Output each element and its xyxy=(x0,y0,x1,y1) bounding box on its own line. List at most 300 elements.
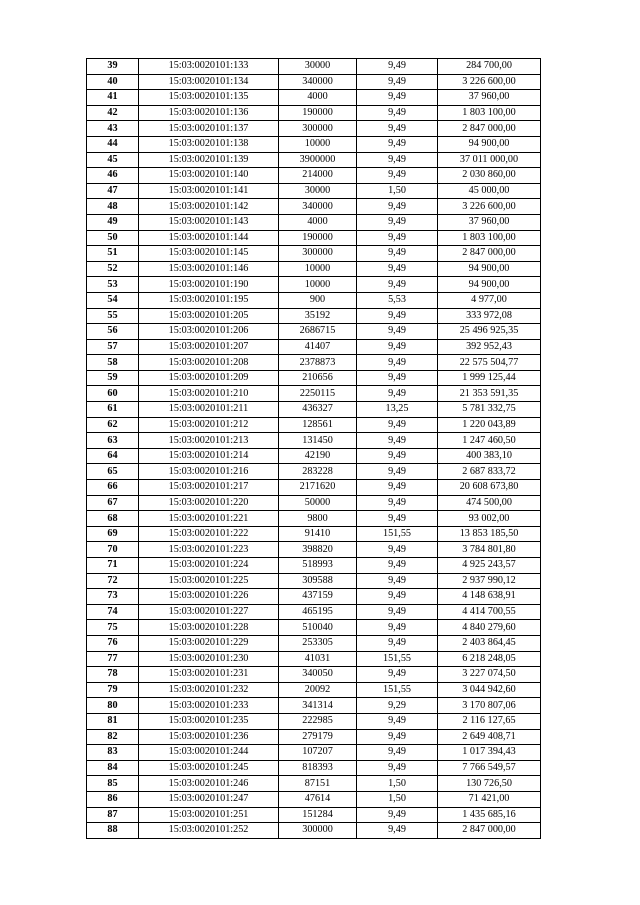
table-row xyxy=(87,604,541,620)
area-cell: 4000 xyxy=(279,214,357,230)
area-cell: 341314 xyxy=(279,698,357,714)
area-cell: 340050 xyxy=(279,667,357,683)
row-number-cell: 41 xyxy=(87,90,139,106)
rate-cell: 9,49 xyxy=(357,635,438,651)
area-cell: 30000 xyxy=(279,183,357,199)
area-cell: 107207 xyxy=(279,745,357,761)
cadastral-number-cell: 15:03:0020101:142 xyxy=(139,199,279,215)
row-number-cell: 76 xyxy=(87,635,139,651)
table-row xyxy=(87,136,541,152)
rate-cell: 9,49 xyxy=(357,729,438,745)
rate-cell: 9,49 xyxy=(357,59,438,75)
cadastral-number-cell: 15:03:0020101:195 xyxy=(139,292,279,308)
amount-cell: 2 847 000,00 xyxy=(438,121,541,137)
cadastral-number-cell: 15:03:0020101:138 xyxy=(139,136,279,152)
cadastral-number-cell: 15:03:0020101:230 xyxy=(139,651,279,667)
area-cell: 91410 xyxy=(279,526,357,542)
row-number-cell: 88 xyxy=(87,823,139,839)
amount-cell: 2 116 127,65 xyxy=(438,713,541,729)
amount-cell: 3 227 074,50 xyxy=(438,667,541,683)
table-row xyxy=(87,105,541,121)
rate-cell: 9,49 xyxy=(357,448,438,464)
row-number-cell: 57 xyxy=(87,339,139,355)
area-cell: 41031 xyxy=(279,651,357,667)
table-row xyxy=(87,729,541,745)
row-number-cell: 87 xyxy=(87,807,139,823)
table-row xyxy=(87,682,541,698)
rate-cell: 9,49 xyxy=(357,386,438,402)
area-cell: 300000 xyxy=(279,246,357,262)
cadastral-number-cell: 15:03:0020101:141 xyxy=(139,183,279,199)
amount-cell: 130 726,50 xyxy=(438,776,541,792)
cadastral-number-cell: 15:03:0020101:233 xyxy=(139,698,279,714)
rate-cell: 1,50 xyxy=(357,791,438,807)
table-row xyxy=(87,589,541,605)
cadastral-number-cell: 15:03:0020101:222 xyxy=(139,526,279,542)
rate-cell: 9,49 xyxy=(357,136,438,152)
amount-cell: 3 226 600,00 xyxy=(438,74,541,90)
row-number-cell: 78 xyxy=(87,667,139,683)
rate-cell: 9,49 xyxy=(357,417,438,433)
amount-cell: 2 403 864,45 xyxy=(438,635,541,651)
area-cell: 2378873 xyxy=(279,355,357,371)
rate-cell: 9,49 xyxy=(357,152,438,168)
row-number-cell: 85 xyxy=(87,776,139,792)
row-number-cell: 56 xyxy=(87,324,139,340)
cadastral-number-cell: 15:03:0020101:210 xyxy=(139,386,279,402)
rate-cell: 9,49 xyxy=(357,573,438,589)
amount-cell: 93 002,00 xyxy=(438,511,541,527)
row-number-cell: 70 xyxy=(87,542,139,558)
row-number-cell: 51 xyxy=(87,246,139,262)
table-row xyxy=(87,417,541,433)
row-number-cell: 72 xyxy=(87,573,139,589)
amount-cell: 1 999 125,44 xyxy=(438,370,541,386)
amount-cell: 7 766 549,57 xyxy=(438,760,541,776)
area-cell: 190000 xyxy=(279,230,357,246)
amount-cell: 5 781 332,75 xyxy=(438,402,541,418)
amount-cell: 22 575 504,77 xyxy=(438,355,541,371)
table-row xyxy=(87,246,541,262)
amount-cell: 3 044 942,60 xyxy=(438,682,541,698)
row-number-cell: 66 xyxy=(87,480,139,496)
area-cell: 518993 xyxy=(279,558,357,574)
area-cell: 50000 xyxy=(279,495,357,511)
table-row xyxy=(87,651,541,667)
rate-cell: 9,49 xyxy=(357,745,438,761)
area-cell: 210656 xyxy=(279,370,357,386)
cadastral-number-cell: 15:03:0020101:133 xyxy=(139,59,279,75)
area-cell: 10000 xyxy=(279,261,357,277)
amount-cell: 6 218 248,05 xyxy=(438,651,541,667)
rate-cell: 9,49 xyxy=(357,121,438,137)
amount-cell: 2 687 833,72 xyxy=(438,464,541,480)
table-row xyxy=(87,59,541,75)
row-number-cell: 47 xyxy=(87,183,139,199)
area-cell: 10000 xyxy=(279,136,357,152)
table-row xyxy=(87,324,541,340)
area-cell: 340000 xyxy=(279,199,357,215)
amount-cell: 45 000,00 xyxy=(438,183,541,199)
cadastral-number-cell: 15:03:0020101:211 xyxy=(139,402,279,418)
area-cell: 10000 xyxy=(279,277,357,293)
table-row xyxy=(87,261,541,277)
table-row xyxy=(87,168,541,184)
amount-cell: 94 900,00 xyxy=(438,277,541,293)
row-number-cell: 55 xyxy=(87,308,139,324)
cadastral-number-cell: 15:03:0020101:190 xyxy=(139,277,279,293)
row-number-cell: 45 xyxy=(87,152,139,168)
rate-cell: 9,49 xyxy=(357,464,438,480)
table-row xyxy=(87,339,541,355)
area-cell: 2250115 xyxy=(279,386,357,402)
table-row xyxy=(87,807,541,823)
rate-cell: 9,49 xyxy=(357,807,438,823)
cadastral-number-cell: 15:03:0020101:232 xyxy=(139,682,279,698)
row-number-cell: 42 xyxy=(87,105,139,121)
rate-cell: 9,49 xyxy=(357,90,438,106)
table-row xyxy=(87,635,541,651)
row-number-cell: 79 xyxy=(87,682,139,698)
area-cell: 131450 xyxy=(279,433,357,449)
amount-cell: 284 700,00 xyxy=(438,59,541,75)
area-cell: 222985 xyxy=(279,713,357,729)
row-number-cell: 59 xyxy=(87,370,139,386)
row-number-cell: 67 xyxy=(87,495,139,511)
rate-cell: 9,49 xyxy=(357,74,438,90)
area-cell: 510040 xyxy=(279,620,357,636)
cadastral-number-cell: 15:03:0020101:214 xyxy=(139,448,279,464)
area-cell: 900 xyxy=(279,292,357,308)
cadastral-number-cell: 15:03:0020101:135 xyxy=(139,90,279,106)
amount-cell: 25 496 925,35 xyxy=(438,324,541,340)
rate-cell: 9,49 xyxy=(357,620,438,636)
table-row xyxy=(87,542,541,558)
amount-cell: 1 803 100,00 xyxy=(438,105,541,121)
rate-cell: 9,49 xyxy=(357,261,438,277)
table-row xyxy=(87,308,541,324)
rate-cell: 9,49 xyxy=(357,589,438,605)
row-number-cell: 68 xyxy=(87,511,139,527)
row-number-cell: 50 xyxy=(87,230,139,246)
row-number-cell: 62 xyxy=(87,417,139,433)
table-row xyxy=(87,745,541,761)
rate-cell: 9,49 xyxy=(357,355,438,371)
row-number-cell: 60 xyxy=(87,386,139,402)
amount-cell: 3 784 801,80 xyxy=(438,542,541,558)
cadastral-number-cell: 15:03:0020101:252 xyxy=(139,823,279,839)
cadastral-number-cell: 15:03:0020101:140 xyxy=(139,168,279,184)
rate-cell: 151,55 xyxy=(357,682,438,698)
cadastral-number-cell: 15:03:0020101:246 xyxy=(139,776,279,792)
cadastral-number-cell: 15:03:0020101:213 xyxy=(139,433,279,449)
land-parcel-table xyxy=(86,58,541,839)
area-cell: 340000 xyxy=(279,74,357,90)
amount-cell: 37 011 000,00 xyxy=(438,152,541,168)
cadastral-number-cell: 15:03:0020101:224 xyxy=(139,558,279,574)
rate-cell: 9,49 xyxy=(357,308,438,324)
row-number-cell: 69 xyxy=(87,526,139,542)
table-body xyxy=(87,59,541,839)
table-row xyxy=(87,713,541,729)
area-cell: 3900000 xyxy=(279,152,357,168)
table-row xyxy=(87,667,541,683)
table-row xyxy=(87,558,541,574)
area-cell: 20092 xyxy=(279,682,357,698)
area-cell: 2686715 xyxy=(279,324,357,340)
cadastral-number-cell: 15:03:0020101:236 xyxy=(139,729,279,745)
cadastral-number-cell: 15:03:0020101:205 xyxy=(139,308,279,324)
cadastral-number-cell: 15:03:0020101:136 xyxy=(139,105,279,121)
row-number-cell: 71 xyxy=(87,558,139,574)
rate-cell: 9,49 xyxy=(357,199,438,215)
rate-cell: 9,49 xyxy=(357,214,438,230)
cadastral-number-cell: 15:03:0020101:235 xyxy=(139,713,279,729)
cadastral-number-cell: 15:03:0020101:207 xyxy=(139,339,279,355)
area-cell: 41407 xyxy=(279,339,357,355)
row-number-cell: 82 xyxy=(87,729,139,745)
row-number-cell: 63 xyxy=(87,433,139,449)
amount-cell: 400 383,10 xyxy=(438,448,541,464)
amount-cell: 333 972,08 xyxy=(438,308,541,324)
rate-cell: 13,25 xyxy=(357,402,438,418)
table-row xyxy=(87,698,541,714)
row-number-cell: 84 xyxy=(87,760,139,776)
area-cell: 398820 xyxy=(279,542,357,558)
table-row xyxy=(87,199,541,215)
amount-cell: 1 017 394,43 xyxy=(438,745,541,761)
row-number-cell: 48 xyxy=(87,199,139,215)
amount-cell: 2 649 408,71 xyxy=(438,729,541,745)
table-row xyxy=(87,277,541,293)
area-cell: 42190 xyxy=(279,448,357,464)
amount-cell: 474 500,00 xyxy=(438,495,541,511)
amount-cell: 4 840 279,60 xyxy=(438,620,541,636)
table-row xyxy=(87,573,541,589)
table-row xyxy=(87,74,541,90)
amount-cell: 71 421,00 xyxy=(438,791,541,807)
rate-cell: 9,49 xyxy=(357,370,438,386)
table-row xyxy=(87,152,541,168)
amount-cell: 392 952,43 xyxy=(438,339,541,355)
area-cell: 151284 xyxy=(279,807,357,823)
amount-cell: 2 847 000,00 xyxy=(438,823,541,839)
cadastral-number-cell: 15:03:0020101:227 xyxy=(139,604,279,620)
rate-cell: 9,49 xyxy=(357,105,438,121)
table-row xyxy=(87,791,541,807)
rate-cell: 9,49 xyxy=(357,168,438,184)
table-row xyxy=(87,760,541,776)
area-cell: 279179 xyxy=(279,729,357,745)
table-row xyxy=(87,823,541,839)
table-row xyxy=(87,495,541,511)
cadastral-number-cell: 15:03:0020101:223 xyxy=(139,542,279,558)
cadastral-number-cell: 15:03:0020101:228 xyxy=(139,620,279,636)
table-row xyxy=(87,776,541,792)
cadastral-number-cell: 15:03:0020101:139 xyxy=(139,152,279,168)
amount-cell: 1 435 685,16 xyxy=(438,807,541,823)
amount-cell: 4 977,00 xyxy=(438,292,541,308)
row-number-cell: 75 xyxy=(87,620,139,636)
table-row xyxy=(87,355,541,371)
area-cell: 253305 xyxy=(279,635,357,651)
row-number-cell: 73 xyxy=(87,589,139,605)
amount-cell: 13 853 185,50 xyxy=(438,526,541,542)
area-cell: 87151 xyxy=(279,776,357,792)
table-row xyxy=(87,526,541,542)
cadastral-number-cell: 15:03:0020101:225 xyxy=(139,573,279,589)
rate-cell: 9,49 xyxy=(357,604,438,620)
rate-cell: 9,49 xyxy=(357,324,438,340)
table-row xyxy=(87,448,541,464)
amount-cell: 1 220 043,89 xyxy=(438,417,541,433)
rate-cell: 5,53 xyxy=(357,292,438,308)
area-cell: 35192 xyxy=(279,308,357,324)
table-row xyxy=(87,214,541,230)
table-row xyxy=(87,121,541,137)
amount-cell: 4 414 700,55 xyxy=(438,604,541,620)
area-cell: 300000 xyxy=(279,823,357,839)
row-number-cell: 74 xyxy=(87,604,139,620)
row-number-cell: 53 xyxy=(87,277,139,293)
amount-cell: 4 148 638,91 xyxy=(438,589,541,605)
area-cell: 47614 xyxy=(279,791,357,807)
rate-cell: 9,29 xyxy=(357,698,438,714)
area-cell: 818393 xyxy=(279,760,357,776)
row-number-cell: 83 xyxy=(87,745,139,761)
rate-cell: 151,55 xyxy=(357,651,438,667)
row-number-cell: 54 xyxy=(87,292,139,308)
cadastral-number-cell: 15:03:0020101:251 xyxy=(139,807,279,823)
rate-cell: 9,49 xyxy=(357,542,438,558)
area-cell: 30000 xyxy=(279,59,357,75)
rate-cell: 9,49 xyxy=(357,511,438,527)
table-row xyxy=(87,511,541,527)
amount-cell: 4 925 243,57 xyxy=(438,558,541,574)
row-number-cell: 40 xyxy=(87,74,139,90)
table-row xyxy=(87,402,541,418)
area-cell: 190000 xyxy=(279,105,357,121)
amount-cell: 21 353 591,35 xyxy=(438,386,541,402)
row-number-cell: 44 xyxy=(87,136,139,152)
row-number-cell: 49 xyxy=(87,214,139,230)
row-number-cell: 80 xyxy=(87,698,139,714)
rate-cell: 9,49 xyxy=(357,246,438,262)
cadastral-number-cell: 15:03:0020101:220 xyxy=(139,495,279,511)
amount-cell: 2 847 000,00 xyxy=(438,246,541,262)
amount-cell: 2 030 860,00 xyxy=(438,168,541,184)
rate-cell: 151,55 xyxy=(357,526,438,542)
cadastral-number-cell: 15:03:0020101:229 xyxy=(139,635,279,651)
rate-cell: 9,49 xyxy=(357,713,438,729)
cadastral-number-cell: 15:03:0020101:217 xyxy=(139,480,279,496)
amount-cell: 1 803 100,00 xyxy=(438,230,541,246)
area-cell: 283228 xyxy=(279,464,357,480)
rate-cell: 9,49 xyxy=(357,558,438,574)
row-number-cell: 58 xyxy=(87,355,139,371)
table-row xyxy=(87,464,541,480)
row-number-cell: 61 xyxy=(87,402,139,418)
amount-cell: 3 226 600,00 xyxy=(438,199,541,215)
cadastral-number-cell: 15:03:0020101:247 xyxy=(139,791,279,807)
area-cell: 309588 xyxy=(279,573,357,589)
table-row xyxy=(87,230,541,246)
cadastral-number-cell: 15:03:0020101:146 xyxy=(139,261,279,277)
amount-cell: 1 247 460,50 xyxy=(438,433,541,449)
row-number-cell: 39 xyxy=(87,59,139,75)
row-number-cell: 81 xyxy=(87,713,139,729)
row-number-cell: 77 xyxy=(87,651,139,667)
cadastral-number-cell: 15:03:0020101:221 xyxy=(139,511,279,527)
table-row xyxy=(87,386,541,402)
table-row xyxy=(87,480,541,496)
row-number-cell: 86 xyxy=(87,791,139,807)
cadastral-number-cell: 15:03:0020101:209 xyxy=(139,370,279,386)
table-row xyxy=(87,433,541,449)
cadastral-number-cell: 15:03:0020101:144 xyxy=(139,230,279,246)
area-cell: 214000 xyxy=(279,168,357,184)
area-cell: 2171620 xyxy=(279,480,357,496)
cadastral-number-cell: 15:03:0020101:208 xyxy=(139,355,279,371)
area-cell: 128561 xyxy=(279,417,357,433)
cadastral-number-cell: 15:03:0020101:245 xyxy=(139,760,279,776)
rate-cell: 9,49 xyxy=(357,339,438,355)
rate-cell: 9,49 xyxy=(357,433,438,449)
table-row xyxy=(87,370,541,386)
area-cell: 9800 xyxy=(279,511,357,527)
cadastral-number-cell: 15:03:0020101:143 xyxy=(139,214,279,230)
cadastral-number-cell: 15:03:0020101:216 xyxy=(139,464,279,480)
area-cell: 465195 xyxy=(279,604,357,620)
amount-cell: 37 960,00 xyxy=(438,214,541,230)
rate-cell: 1,50 xyxy=(357,776,438,792)
area-cell: 436327 xyxy=(279,402,357,418)
cadastral-number-cell: 15:03:0020101:226 xyxy=(139,589,279,605)
amount-cell: 2 937 990,12 xyxy=(438,573,541,589)
cadastral-number-cell: 15:03:0020101:212 xyxy=(139,417,279,433)
cadastral-number-cell: 15:03:0020101:145 xyxy=(139,246,279,262)
rate-cell: 9,49 xyxy=(357,667,438,683)
cadastral-number-cell: 15:03:0020101:134 xyxy=(139,74,279,90)
rate-cell: 9,49 xyxy=(357,823,438,839)
cadastral-number-cell: 15:03:0020101:137 xyxy=(139,121,279,137)
table-row xyxy=(87,90,541,106)
row-number-cell: 52 xyxy=(87,261,139,277)
cadastral-number-cell: 15:03:0020101:231 xyxy=(139,667,279,683)
row-number-cell: 64 xyxy=(87,448,139,464)
table-row xyxy=(87,292,541,308)
area-cell: 300000 xyxy=(279,121,357,137)
amount-cell: 3 170 807,06 xyxy=(438,698,541,714)
rate-cell: 9,49 xyxy=(357,495,438,511)
table-row xyxy=(87,183,541,199)
row-number-cell: 65 xyxy=(87,464,139,480)
rate-cell: 9,49 xyxy=(357,230,438,246)
rate-cell: 1,50 xyxy=(357,183,438,199)
area-cell: 4000 xyxy=(279,90,357,106)
rate-cell: 9,49 xyxy=(357,480,438,496)
amount-cell: 94 900,00 xyxy=(438,136,541,152)
cadastral-number-cell: 15:03:0020101:206 xyxy=(139,324,279,340)
row-number-cell: 43 xyxy=(87,121,139,137)
table-row xyxy=(87,620,541,636)
rate-cell: 9,49 xyxy=(357,760,438,776)
rate-cell: 9,49 xyxy=(357,277,438,293)
amount-cell: 37 960,00 xyxy=(438,90,541,106)
area-cell: 437159 xyxy=(279,589,357,605)
amount-cell: 94 900,00 xyxy=(438,261,541,277)
row-number-cell: 46 xyxy=(87,168,139,184)
